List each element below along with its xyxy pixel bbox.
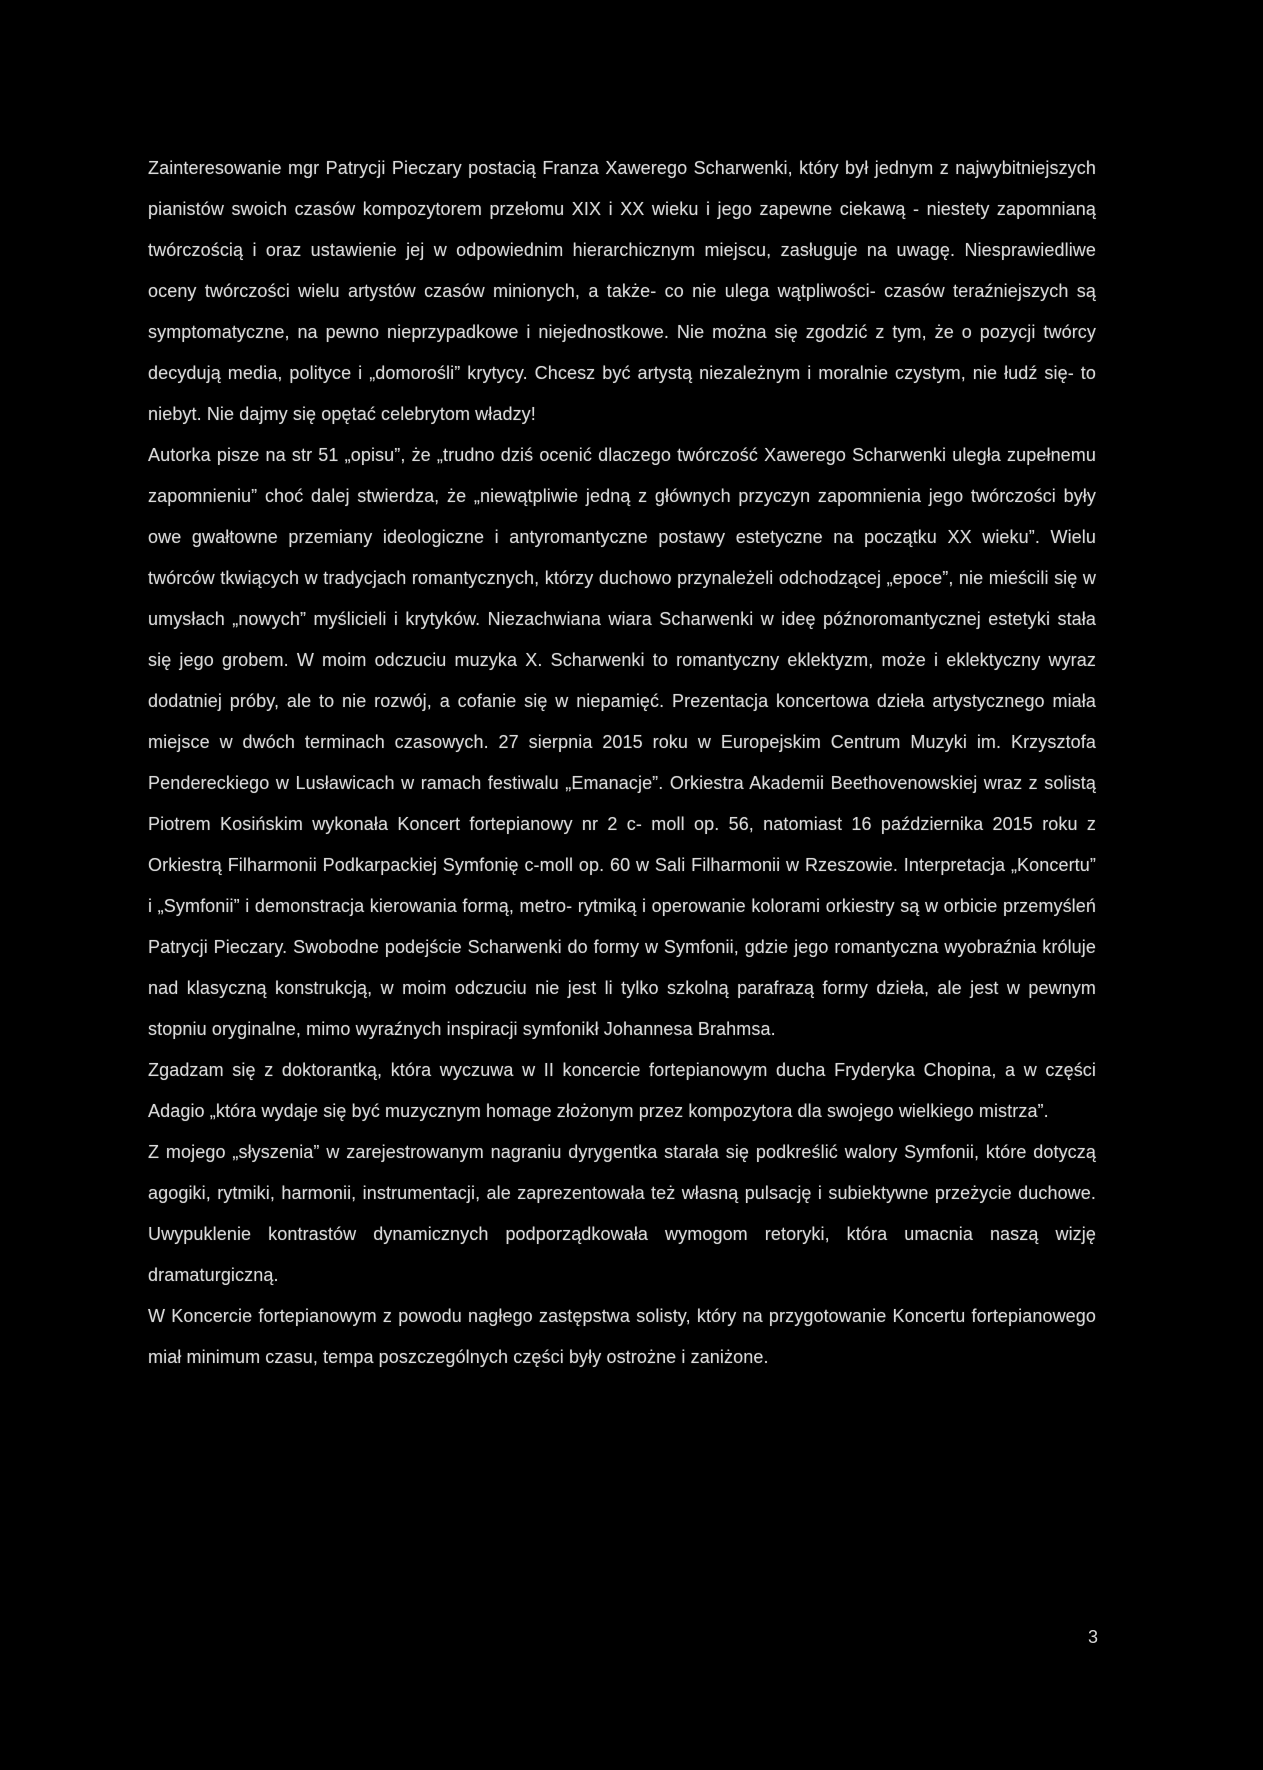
paragraph-2: Autorka pisze na str 51 „opisu”, że „trudno dziś ocenić dlaczego twórczość Xawerego Scharwenki uległa zupełnemu zapomnieniu” choć dalej stwierdza, że „niewątpliwie jedną z głównych przyczyn zapomnienia jego twórczości były owe gwałtowne przemiany ideologiczne i antyromantyczne postawy estetyczne na początku XX wieku”. Wielu twórców tkwiących w tradycjach romantycznych, którzy duchowo przynależeli odchodzącej „epoce”, nie mieścili się w umysłach „nowych” myślicieli i krytyków. Niezachwiana wiara Scharwenki w ideę późnoromantycznej estetyki stała się jego grobem. W moim odczuciu muzyka X. Scharwenki to romantyczny eklektyzm, może i eklektyczny wyraz dodatniej próby, ale to nie rozwój, a cofanie się w niepamięć. Prezentacja koncertowa dzieła artystycznego miała miejsce w dwóch terminach czasowych. 27 sierpnia 2015 roku w Europejskim Centrum Muzyki im. Krzysztofa Pendereckiego w Lusławicach w ramach festiwalu „Emanacje”. Orkiestra Akademii Beethovenowskiej wraz z solistą Piotrem Kosińskim wykonała Koncert fortepianowy nr 2 c- moll op. 56, natomiast 16 października 2015 roku z Orkiestrą Filharmonii Podkarpackiej Symfonię c-moll op. 60 w Sali Filharmonii w Rzeszowie. Interpretacja „Koncertu” i „Symfonii” i demonstracja kierowania formą, metro- rytmiką i operowanie kolorami orkiestry są w orbicie przemyśleń Patrycji Pieczary. Swobodne podejście Scharwenki do formy w Symfonii, gdzie jego romantyczna wyobraźnia króluje nad klasyczną konstrukcją, w moim odczuciu nie jest li tylko szkolną parafrazą formy dzieła, ale jest w pewnym stopniu oryginalne, mimo wyraźnych inspiracji symfonikł Johannesa Brahmsa. bbox=[148, 445, 1096, 1039]
paragraph-5: W Koncercie fortepianowym z powodu nagłego zastępstwa solisty, który na przygotowanie Koncertu fortepianowego miał minimum czasu, tempa poszczególnych części były ostrożne i zaniżone. bbox=[148, 1306, 1096, 1367]
page-number: 3 bbox=[1087, 1627, 1098, 1647]
paragraph-3: Zgadzam się z doktorantką, która wyczuwa w II koncercie fortepianowym ducha Fryderyka Chopina, a w części Adagio „która wydaje się być muzycznym homage złożonym przez kompozytora dla swojego wielkiego mistrza”. bbox=[148, 1060, 1096, 1121]
paragraph-1: Zainteresowanie mgr Patrycji Pieczary postacią Franza Xawerego Scharwenki, który był jednym z najwybitniejszych pianistów swoich czasów kompozytorem przełomu XIX i XX wieku i jego zapewne ciekawą - niestety zapomnianą twórczością i oraz ustawienie jej w odpowiednim hierarchicznym miejscu, zasługuje na uwagę. Niesprawiedliwe oceny twórczości wielu artystów czasów minionych, a także- co nie ulega wątpliwości- czasów teraźniejszych są symptomatyczne, na pewno nieprzypadkowe i niejednostkowe. Nie można się zgodzić z tym, że o pozycji twórcy decydują media, polityce i „domorośli” krytycy. Chcesz być artystą niezależnym i moralnie czystym, nie łudź się- to niebyt. Nie dajmy się opętać celebrytom władzy! bbox=[148, 158, 1096, 424]
body-text bbox=[148, 148, 1096, 1378]
paragraph-4: Z mojego „słyszenia” w zarejestrowanym nagraniu dyrygentka starała się podkreślić walory Symfonii, które dotyczą agogiki, rytmiki, harmonii, instrumentacji, ale zaprezentowała też własną pulsację i subiektywne przeżycie duchowe. Uwypuklenie kontrastów dynamicznych podporządkowała wymogom retoryki, która umacnia naszą wizję dramaturgiczną. bbox=[148, 1142, 1096, 1285]
